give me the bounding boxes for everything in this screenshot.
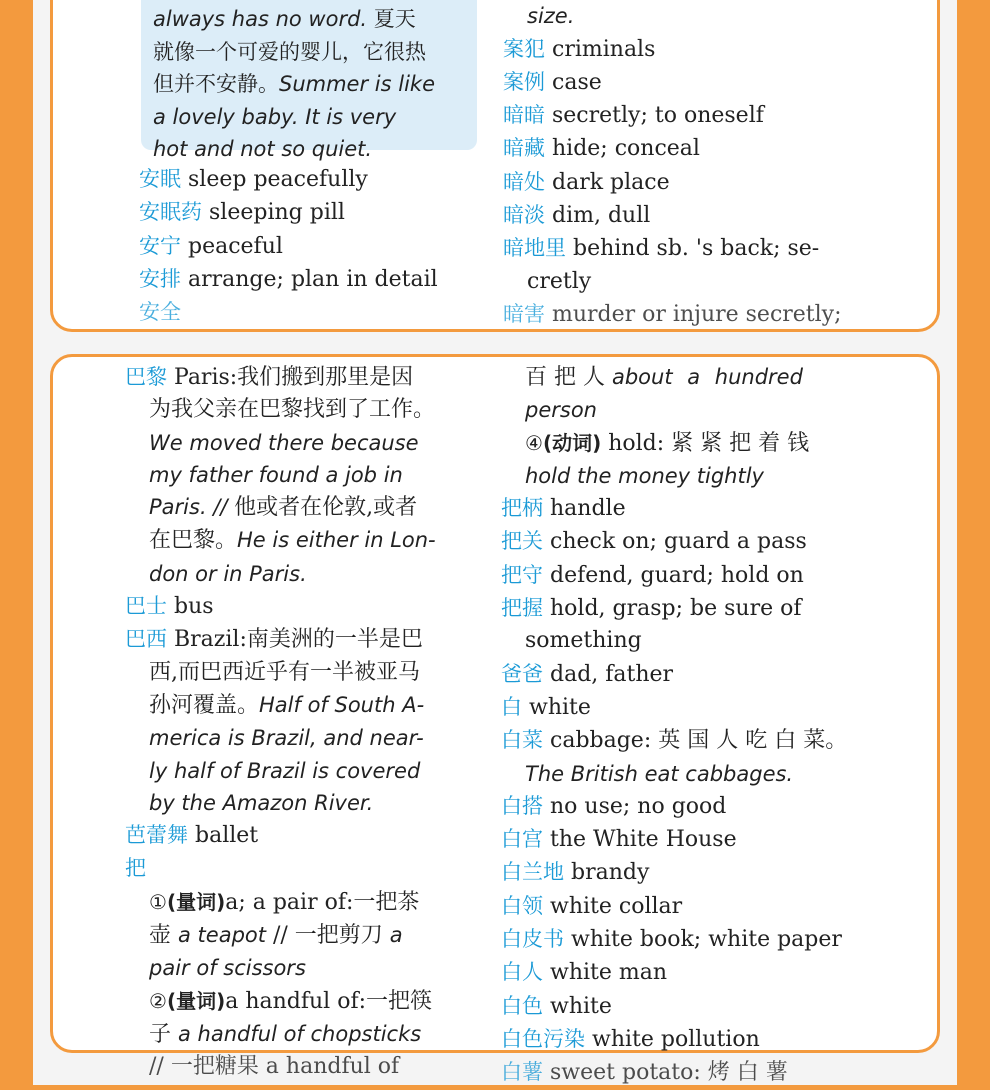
entry xyxy=(503,166,903,199)
headword: 把守 xyxy=(501,563,543,587)
headword: 暗处 xyxy=(503,170,545,194)
definition: hold, grasp; be sure of xyxy=(550,596,802,621)
sense: ①(量词)a; a pair of:一把茶 xyxy=(125,886,477,919)
example-line: person xyxy=(501,394,911,426)
headword: 爸爸 xyxy=(501,662,543,686)
headword: 暗藏 xyxy=(503,136,545,160)
example-line: 百 把 人 about a hundred xyxy=(501,361,911,394)
definition: sleeping pill xyxy=(209,200,345,225)
headword: 白菜 xyxy=(501,728,543,752)
example-line: 就像一个可爱的婴儿，它很热 xyxy=(153,36,465,68)
example-line: 子 a handful of chopsticks xyxy=(125,1018,477,1051)
headword: 安全 xyxy=(139,300,181,324)
definition: white man xyxy=(550,960,667,985)
headword: 白皮书 xyxy=(501,927,564,951)
entry xyxy=(139,263,479,296)
example-line: always has no word. 夏天 xyxy=(153,3,465,35)
definition: white book; white paper xyxy=(571,927,842,952)
right-column-top xyxy=(503,0,903,312)
entry xyxy=(501,890,911,923)
headword: 暗淡 xyxy=(503,203,545,227)
headword: 把柄 xyxy=(501,496,543,520)
example-line: The British eat cabbages. xyxy=(501,758,911,790)
definition: hide; conceal xyxy=(552,136,700,161)
example-line: don or in Paris. xyxy=(125,558,477,590)
entry xyxy=(125,590,477,623)
entry xyxy=(501,492,911,525)
definition: criminals xyxy=(552,37,655,62)
headword: 暗害 xyxy=(503,302,545,326)
entry xyxy=(501,592,911,625)
headword: 白薯 xyxy=(501,1060,543,1084)
example-line: 孙河覆盖。Half of South A- xyxy=(125,689,477,722)
headword: 把握 xyxy=(501,596,543,620)
entry xyxy=(125,361,477,394)
entry xyxy=(501,956,911,989)
entry xyxy=(125,623,477,656)
sense: ②(量词)a handful of:一把筷 xyxy=(125,985,477,1018)
entry xyxy=(503,232,903,265)
definition-line: cretly xyxy=(503,266,903,298)
headword: 安眠药 xyxy=(139,200,202,224)
entry xyxy=(501,990,911,1023)
entry xyxy=(501,923,911,956)
definition: bus xyxy=(174,594,214,619)
headword: 暗暗 xyxy=(503,103,545,127)
definition: behind sb. 's back; se- xyxy=(573,236,819,261)
example-line: my father found a job in xyxy=(125,459,477,491)
headword: 安宁 xyxy=(139,234,181,258)
example-line: 在巴黎。He is either in Lon- xyxy=(125,524,477,557)
definition: Brazil:南美洲的一半是巴 xyxy=(174,627,423,652)
entry xyxy=(501,658,911,691)
entry xyxy=(503,66,903,99)
headword: 把关 xyxy=(501,529,543,553)
headword: 巴黎 xyxy=(125,365,167,389)
headword: 白兰地 xyxy=(501,860,564,884)
entry-cut xyxy=(501,1056,911,1070)
example-line: We moved there because xyxy=(125,427,477,459)
entry xyxy=(501,856,911,889)
headword: 白 xyxy=(501,695,522,719)
definition: cabbage: 英 国 人 吃 白 菜。 xyxy=(550,728,847,753)
headword: 芭蕾舞 xyxy=(125,823,188,847)
example-line: hot and not so quiet. xyxy=(153,133,465,165)
definition: defend, guard; hold on xyxy=(550,563,804,588)
entry xyxy=(501,1023,911,1056)
headword: 白领 xyxy=(501,894,543,918)
definition: case xyxy=(552,70,602,95)
definition: Paris:我们搬到那里是因 xyxy=(174,365,413,390)
example-line: 壶 a teapot // 一把剪刀 a xyxy=(125,919,477,952)
entry xyxy=(501,691,911,724)
headword: 安眠 xyxy=(139,167,181,191)
definition: sweet potato: 烤 白 薯 xyxy=(550,1060,788,1085)
definition: dad, father xyxy=(550,662,673,687)
definition: arrange; plan in detail xyxy=(188,267,438,292)
definition: white xyxy=(550,994,612,1019)
definition-line: size. xyxy=(503,0,903,32)
entry xyxy=(501,790,911,823)
headword: 白搭 xyxy=(501,794,543,818)
definition: ballet xyxy=(195,823,258,848)
headword: 案例 xyxy=(503,70,545,94)
entry xyxy=(503,132,903,165)
entry-cut xyxy=(503,298,903,312)
entry xyxy=(503,99,903,132)
headword: 白人 xyxy=(501,960,543,984)
definition: white xyxy=(529,695,591,720)
entry-cut xyxy=(139,296,479,310)
headword: 白色 xyxy=(501,994,543,1018)
headword: 把 xyxy=(125,856,146,880)
sense: ④(动词) hold: 紧 紧 把 着 钱 xyxy=(501,427,911,460)
example-line: ly half of Brazil is covered xyxy=(125,755,477,787)
definition: peaceful xyxy=(188,234,283,259)
right-column-bottom xyxy=(501,361,911,1070)
example-line: merica is Brazil, and near- xyxy=(125,722,477,754)
definition: sleep peacefully xyxy=(188,167,368,192)
headword: 安排 xyxy=(139,267,181,291)
example-line: pair of scissors xyxy=(125,952,477,984)
example-line: by the Amazon River. xyxy=(125,787,477,819)
definition: white pollution xyxy=(592,1027,760,1052)
headword: 暗地里 xyxy=(503,236,566,260)
definition: brandy xyxy=(571,860,649,885)
headword: 巴士 xyxy=(125,594,167,618)
definition: white collar xyxy=(550,894,682,919)
example-line: hold the money tightly xyxy=(501,460,911,492)
headword: 白宫 xyxy=(501,827,543,851)
entry xyxy=(139,230,479,263)
definition: no use; no good xyxy=(550,794,726,819)
headword: 白色污染 xyxy=(501,1027,585,1051)
definition: handle xyxy=(550,496,626,521)
entry xyxy=(501,724,911,757)
dictionary-card-top xyxy=(50,0,940,332)
headword: 案犯 xyxy=(503,37,545,61)
entry xyxy=(501,525,911,558)
example-box xyxy=(141,0,477,150)
left-column-top xyxy=(139,163,479,310)
example-line-cut xyxy=(125,1051,477,1065)
left-column-bottom xyxy=(125,361,477,1065)
definition: the White House xyxy=(550,827,737,852)
headword: 巴西 xyxy=(125,627,167,651)
entry xyxy=(125,852,477,885)
example-line: Paris. // 他或者在伦敦,或者 xyxy=(125,491,477,524)
entry xyxy=(139,196,479,229)
entry xyxy=(125,819,477,852)
entry xyxy=(503,33,903,66)
example-line: 但并不安静。Summer is like xyxy=(153,68,465,100)
entry xyxy=(501,559,911,592)
entry xyxy=(139,163,479,196)
entry xyxy=(503,199,903,232)
definition: dark place xyxy=(552,170,670,195)
definition: secretly; to oneself xyxy=(552,103,764,128)
definition: dim, dull xyxy=(552,203,650,228)
definition-line: something xyxy=(501,625,911,657)
definition-line: 为我父亲在巴黎找到了工作。 xyxy=(125,394,477,426)
definition: murder or injure secretly; xyxy=(552,302,842,327)
entry xyxy=(501,823,911,856)
definition: check on; guard a pass xyxy=(550,529,807,554)
example-line: a lovely baby. It is very xyxy=(153,101,465,133)
dictionary-card-bottom xyxy=(50,354,940,1053)
definition-line: 西,而巴西近乎有一半被亚马 xyxy=(125,657,477,689)
